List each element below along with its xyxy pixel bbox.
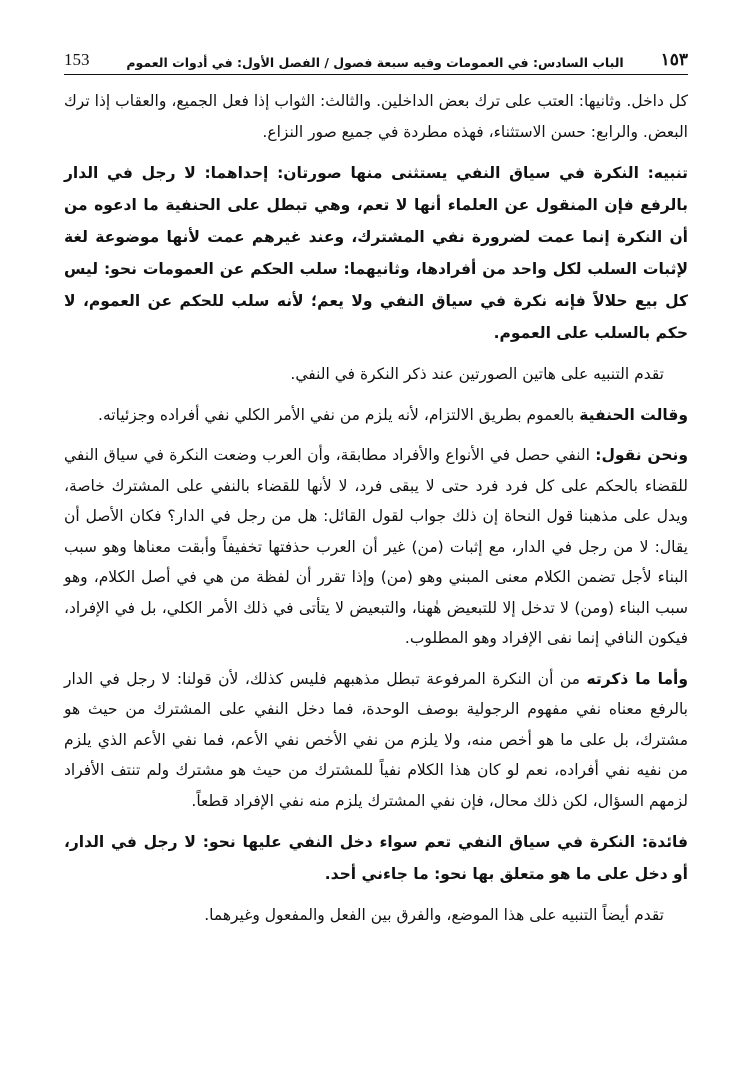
paragraph-text: النفي حصل في الأنواع والأفراد مطابقة، وأن العرب وضعت النكرة في سياق النفي للقضاء بالحكم على كل فرد فرد حتى لا يبقى فرد، لا لأنها للقضاء بالنفي على المشترك خاصة، ويدل على مذهبنا قول النحاة إن ذلك جواب لقول القائل: هل من رجل في الدار؟ فكان الأصل أن يقال: لا من رجل في الدار، مع إثبات (من) غير أن العرب حذفتها تخفيفاً وأبقت معناها وهو سبب البناء لأجل تضمن الكلام معنى المبني وهو (من) وإذا تقرر أن لفظة من هي في أصل الكلام، وهو سبب البناء (ومن) لا تدخل إلا للتبعيض هٰهنا، والتبعيض لا يتأتى في ذلك الأمر الكلي، بل في الإفراد، فيكون النافي إنما نفى الإفراد وهو المطلوب. <box>64 446 688 647</box>
header-rule <box>64 74 688 75</box>
note-paragraph <box>64 157 688 349</box>
running-title: الباب السادس: في العمومات وفيه سبعة فصول / الفصل الأول: في أدوات العموم <box>126 55 624 70</box>
benefit-paragraph <box>64 826 688 890</box>
paragraph <box>64 400 688 431</box>
paragraph-text: كل داخل. وثانيها: العتب على ترك بعض الداخلين. والثالث: الثواب إذا فعل الجميع، والعقاب إذا ترك البعض. والرابع: حسن الاستثناء، فهذه مطردة في جميع صور النزاع. <box>64 92 688 141</box>
paragraph-text: بالعموم بطريق الالتزام، لأنه يلزم من نفي الأمر الكلي نفي أفراده وجزئياته. <box>98 405 575 424</box>
page-body <box>64 86 688 941</box>
page-number-arabic: ١٥٣ <box>660 50 688 70</box>
paragraph <box>64 359 688 390</box>
paragraph-lead: وأما ما ذكرته <box>586 669 688 688</box>
paragraph-lead: وقالت الحنفية <box>579 405 688 424</box>
paragraph-text: فائدة: النكرة في سياق النفي تعم سواء دخل النفي عليها نحو: لا رجل في الدار، أو دخل على ما هو متعلق بها نحو: ما جاءني أحد. <box>64 833 688 883</box>
paragraph <box>64 86 688 147</box>
page-number-latin: 153 <box>64 50 90 69</box>
paragraph-text: تقدم أيضاً التنبيه على هذا الموضع، والفرق بين الفعل والمفعول وغيرهما. <box>204 906 664 924</box>
paragraph-text: تنبيه: النكرة في سياق النفي يستثنى منها صورتان: إحداهما: لا رجل في الدار بالرفع فإن المنقول عن العلماء أنها لا تعم، وهي تبطل على الحنفية ما ادعوه من أن النكرة إنما عمت لضرورة نفي المشترك، وعند غيرهم عمت لأنها موضوعة لغة لإثبات السلب لكل واحد من أفرادها، وثانيهما: سلب الحكم عن العمومات نحو: ليس كل بيع حلالاً فإنه نكرة في سياق النفي ولا يعم؛ لأنه سلب للحكم عن العموم، لا حكم بالسلب على العموم. <box>64 164 688 342</box>
paragraph <box>64 900 688 931</box>
page-header <box>64 40 688 70</box>
paragraph-text: من أن النكرة المرفوعة تبطل مذهبهم فليس كذلك، لأن قولنا: لا رجل في الدار بالرفع معناه نفي مفهوم الرجولية بوصف الوحدة، فما دخل النفي على المشترك من حيث هو مشترك، بل على ما هو أخص منه، ولا يلزم من نفي الأخص نفي الأعم، فما نفي الأعم الذي يلزم من نفيه نفي أفراده، نعم لو كان هذا الكلام نفياً للمشترك من حيث هو مشترك ولم تنتف الأفراد لزمهم السؤال، لكن ذلك محال، فإن نفي المشترك يلزم منه نفي الإفراد قطعاً. <box>64 669 688 810</box>
paragraph <box>64 664 688 817</box>
paragraph <box>64 440 688 654</box>
paragraph-text: تقدم التنبيه على هاتين الصورتين عند ذكر النكرة في النفي. <box>290 365 664 383</box>
paragraph-lead: ونحن نقول: <box>595 446 689 464</box>
